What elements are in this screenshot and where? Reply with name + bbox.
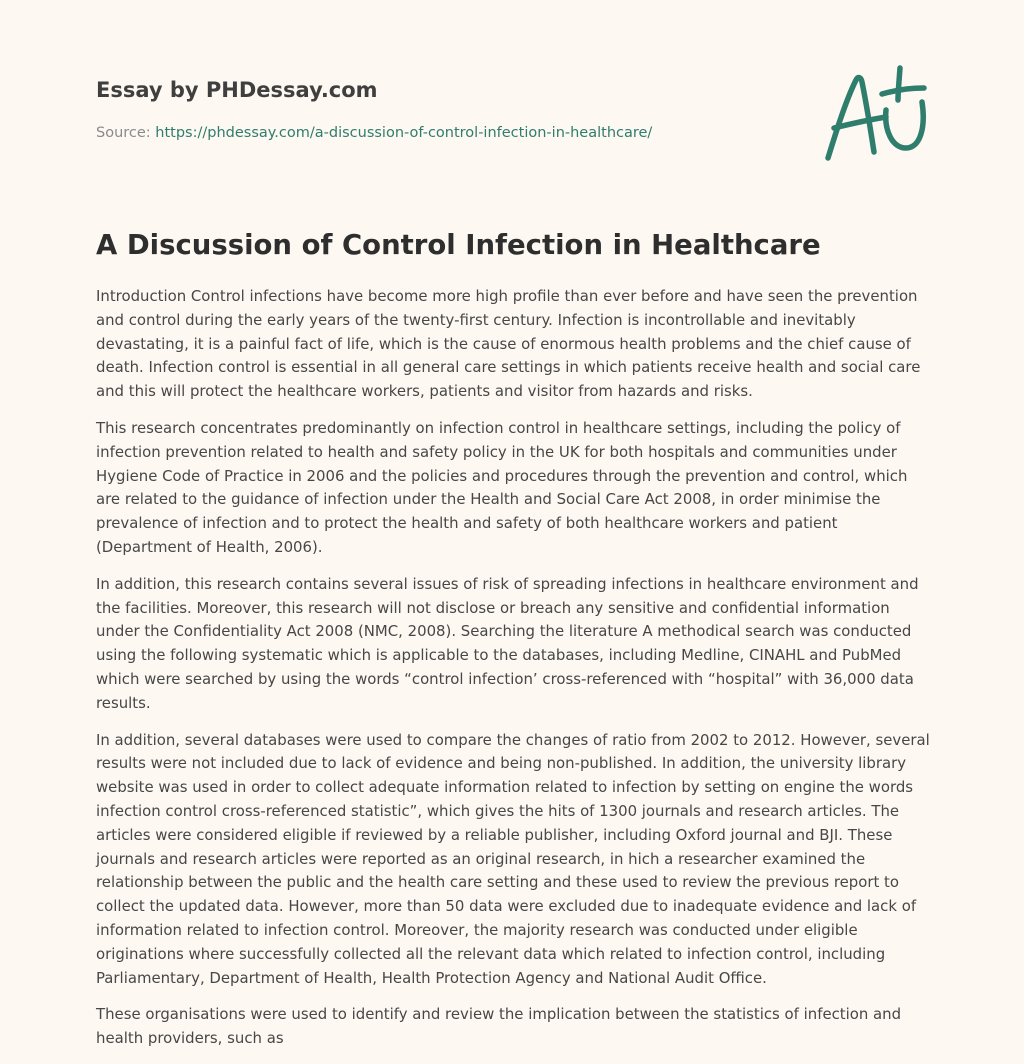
- source-line: [96, 123, 796, 143]
- article-title: A Discussion of Control Infection in Healthcare: [96, 229, 821, 261]
- source-link[interactable]: https://phdessay.com/a-discussion-of-control-infection-in-healthcare/: [155, 125, 653, 141]
- article-paragraph: Introduction Control infections have become more high profile than ever before and have seen the prevention and control during the early years of the twenty-first century. Infection is incontrollable and inevitably devastating, it is a painful fact of life, which is the cause of enormous health problems and the chief cause of death. Infection control is essential in all general care settings in which patients receive health and social care and this will protect the healthcare workers, patients and visitor from hazards and risks.: [96, 287, 921, 401]
- source-label: Source:: [96, 125, 151, 141]
- article-paragraph: In addition, several databases were used to compare the changes of ratio from 2002 to 2012. However, several results were not included due to lack of evidence and being non-published. In addition, the university library website was used in order to collect adequate information related to infection by setting on engine the words infection control cross-referenced statistic”, which gives the hits of 1300 journals and research articles. The articles were considered eligible if reviewed by a reliable publisher, including Oxford journal and BJI. These journals and research articles were reported as an original research, in hich a researcher examined the relationship between the public and the health care setting and these used to review the previous report to collect the updated data. However, more than 50 data were excluded due to inadequate evidence and lack of information related to infection control. Moreover, the majority research was conducted under eligible originations where successfully collected all the relevant data which related to infection control, including Parliamentary, Department of Health, Health Protection Agency and National Audit Office.: [96, 730, 930, 987]
- article-paragraph: In addition, this research contains several issues of risk of spreading infections in healthcare environment and the facilities. Moreover, this research will not disclose or breach any sensitive and confidential information under the Confidentiality Act 2008 (NMC, 2008). Searching the literature A methodical search was conducted using the following systematic which is applicable to the databases, including Medline, CINAHL and PubMed which were searched by using the words “control infection’ cross-referenced with “hospital” with 36,000 data results.: [96, 574, 919, 712]
- article-paragraph: These organisations were used to identify and review the implication between the statistics of infection and health providers, such as: [96, 1005, 902, 1048]
- essay-header: [96, 75, 796, 143]
- a-plus-icon: [820, 62, 935, 167]
- article-paragraph: This research concentrates predominantly on infection control in healthcare settings, including the policy of infection prevention related to health and safety policy in the UK for both hospitals and communities under Hygiene Code of Practice in 2006 and the policies and procedures through the prevention and control, which are related to the guidance of infection under the Health and Social Care Act 2008, in order minimise the prevalence of infection and to protect the health and safety of both healthcare workers and patient (Department of Health, 2006).: [96, 418, 908, 556]
- site-brand: Essay by PHDessay.com: [96, 78, 378, 102]
- article-body: [96, 285, 932, 1064]
